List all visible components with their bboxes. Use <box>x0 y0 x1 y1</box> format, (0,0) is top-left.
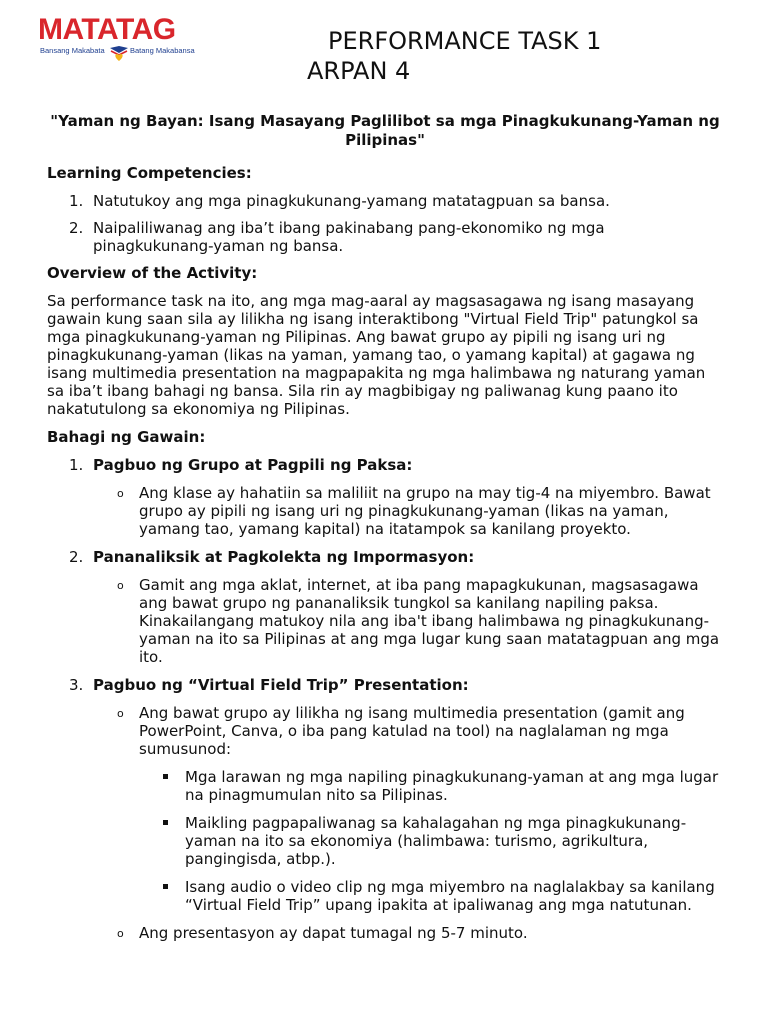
list-item: o Ang bawat grupo ay lilikha ng isang multimedia presentation (gamit ang PowerPoint, Canva, o iba pang katulad na tool) na naglalaman ng mga sumusunod: Mga larawan ng mga napiling pinagkukunang-yaman at ang mga lugar na pinagmumulan nito sa Pilipinas. Maikling pagpapaliwanag sa kahalagahan ng mga pinagkukunang-yaman na ito sa ekonomiya (halimbawa: turismo, agrikultura, pangingisda, atbp.). Isang audio o video clip ng mga miyembro na naglalakbay sa kanilang “Virtual Field Trip” upang ipakita at ipaliwanag ang mga natutunan. <box>47 704 723 914</box>
list-item: Maikling pagpapaliwanag sa kahalagahan ng mga pinagkukunang-yaman na ito sa ekonomiya (halimbawa: turismo, agrikultura, pangingisda, atbp.). <box>47 814 723 868</box>
activity-title: "Yaman ng Bayan: Isang Masayang Paglilibot sa mga Pinagkukunang-Yaman ng Pilipinas" <box>50 112 720 149</box>
step-item: 1. Pagbuo ng Grupo at Pagpili ng Paksa: o Ang klase ay hahatiin sa maliliit na grupo na may tig-4 na miyembro. Bawat grupo ay pipili ng isang uri ng pinagkukunang-yaman (likas na yaman, yamang tao, yamang kapital) na itatampok sa kanilang proyekto. <box>47 456 723 538</box>
step-title: Pagbuo ng Grupo at Pagpili ng Paksa: <box>93 456 413 474</box>
logo-tagline-left: Bansang Makabata <box>40 46 105 55</box>
logo-wordmark: MATATAG <box>38 13 176 46</box>
list-item: Isang audio o video clip ng mga miyembro na naglalakbay sa kanilang “Virtual Field Trip” upang ipakita at ipaliwanag ang mga natutunan. <box>47 878 723 914</box>
square-bullet <box>163 774 168 779</box>
square-bullet <box>163 884 168 889</box>
square-bullet <box>163 820 168 825</box>
step-item: 3. Pagbuo ng “Virtual Field Trip” Presentation: o Ang bawat grupo ay lilikha ng isang multimedia presentation (gamit ang PowerPoint, Canva, o iba pang katulad na tool) na naglalaman ng mga sumusunod: Mga larawan ng mga napiling pinagkukunang-yaman at ang mga lugar na pinagmumulan nito sa Pilipinas. Maikling pagpapaliwanag sa kahalagahan ng mga pinagkukunang-yaman na ito sa ekonomiya (halimbawa: turismo, agrikultura, pangingisda, atbp.). Isang audio o video clip ng mga miyembro na naglalakbay sa kanilang “Virtual Field Trip” upang ipakita at ipaliwanag ang mga natutunan. o Ang presentasyon ay dapat tumagal ng 5-7 minuto. <box>47 676 723 942</box>
parts-heading: Bahagi ng Gawain: <box>47 428 206 446</box>
list-item: 2. Naipaliliwanag ang iba’t ibang pakinabang pang-ekonomiko ng mga pinagkukunang-yaman ng bansa. <box>69 219 605 255</box>
logo-tagline-right: Batang Makabansa <box>130 46 195 55</box>
step-bullets <box>47 576 723 666</box>
list-item: o Ang presentasyon ay dapat tumagal ng 5-7 minuto. <box>117 924 528 942</box>
overview-paragraph: Sa performance task na ito, ang mga mag-aaral ay magsasagawa ng isang masayang gawain kung saan sila ay lilikha ng isang interaktibong "Virtual Field Trip" patungkol sa mga pinagkukunang-yaman ng Pilipinas. Ang bawat grupo ay pipili ng isang uri ng pinagkukunang-yaman (likas na yaman, yamang tao, o yamang kapital) at gagawa ng isang multimedia presentation na magpapakita ng mga halimbawa ng naturang yaman sa iba’t ibang bahagi ng bansa. Sila rin ay magbibigay ng paliwanag kung paano ito nakatutulong sa ekonomiya ng Pilipinas. <box>47 292 706 418</box>
hand-heart-icon <box>108 44 130 62</box>
step-bullets <box>47 704 723 942</box>
overview-heading: Overview of the Activity: <box>47 264 258 282</box>
sub-bullets <box>47 768 723 914</box>
competencies-list <box>47 192 723 255</box>
step-bullets <box>47 484 723 538</box>
matatag-logo <box>38 14 198 64</box>
step-item: 2. Pananaliksik at Pagkolekta ng Impormasyon: o Gamit ang mga aklat, internet, at iba pang mapagkukunan, magsasagawa ang bawat grupo ng pananaliksik tungkol sa kanilang napiling paksa. Kinakailangang matukoy nila ang iba't ibang halimbawa ng pinagkukunang-yaman na ito sa Pilipinas at ang mga lugar kung saan matatagpuan ang mga ito. <box>47 548 723 666</box>
subject-title: ARPAN 4 <box>307 57 411 85</box>
list-item: o Ang klase ay hahatiin sa maliliit na grupo na may tig-4 na miyembro. Bawat grupo ay pipili ng isang uri ng pinagkukunang-yaman (likas na yaman, yamang tao, yamang kapital) na itatampok sa kanilang proyekto. <box>117 484 711 538</box>
circle-bullet: o <box>117 487 124 500</box>
list-item: o Gamit ang mga aklat, internet, at iba pang mapagkukunan, magsasagawa ang bawat grupo ng pananaliksik tungkol sa kanilang napiling paksa. Kinakailangang matukoy nila ang iba't ibang halimbawa ng pinagkukunang-yaman na ito sa Pilipinas at ang mga lugar kung saan matatagpuan ang mga ito. <box>117 576 720 666</box>
document-body <box>47 112 723 952</box>
list-item: Mga larawan ng mga napiling pinagkukunang-yaman at ang mga lugar na pinagmumulan nito sa Pilipinas. <box>47 768 723 804</box>
list-item: 1. Natutukoy ang mga pinagkukunang-yamang matatagpuan sa bansa. <box>69 192 610 210</box>
circle-bullet: o <box>117 579 124 592</box>
circle-bullet: o <box>117 927 124 940</box>
steps-list <box>47 456 723 942</box>
step-title: Pananaliksik at Pagkolekta ng Impormasyon: <box>93 548 475 566</box>
step-title: Pagbuo ng “Virtual Field Trip” Presentation: <box>93 676 469 694</box>
page-title: PERFORMANCE TASK 1 <box>328 27 602 55</box>
circle-bullet: o <box>117 707 124 720</box>
competencies-heading: Learning Competencies: <box>47 164 252 182</box>
